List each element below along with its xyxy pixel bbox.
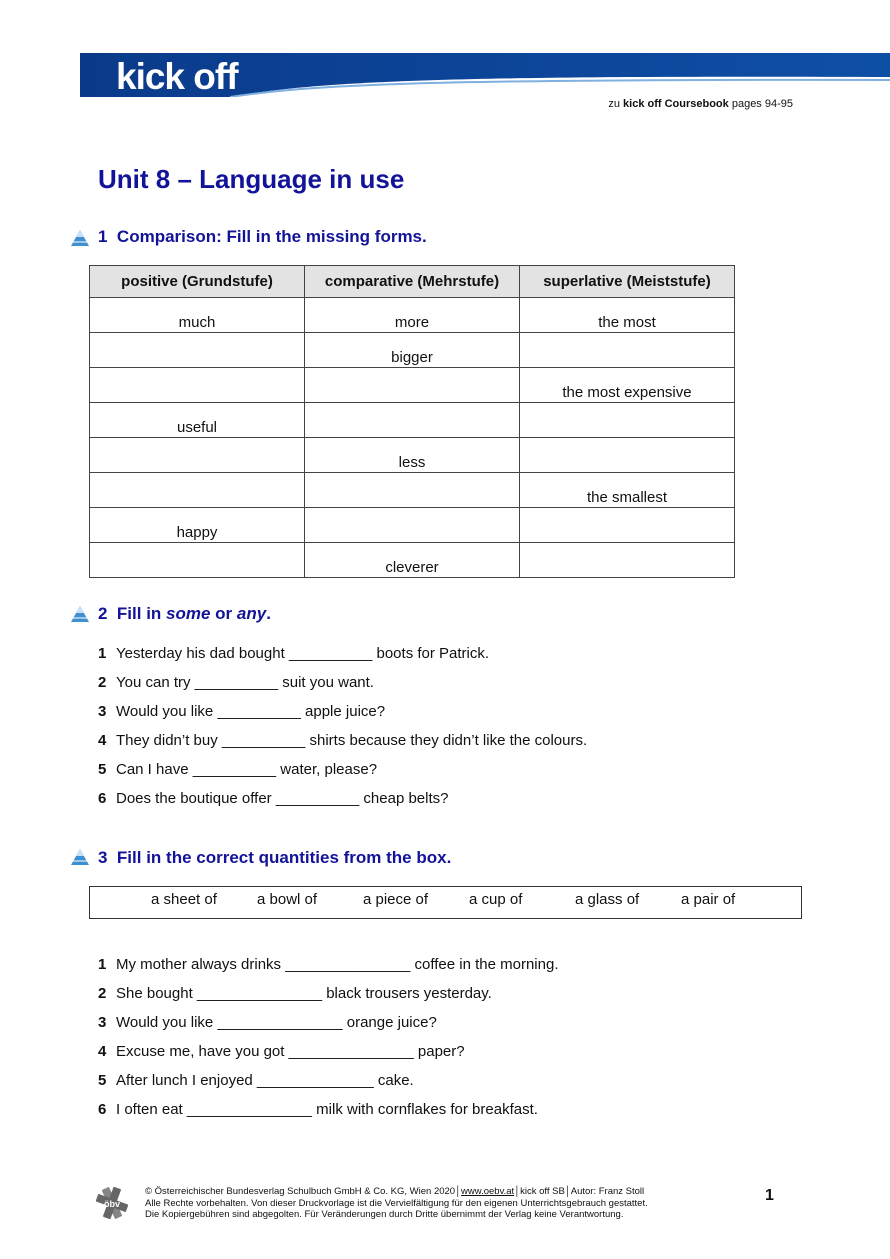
table-row [90,333,735,368]
table-cell[interactable] [90,543,305,578]
table-cell[interactable]: the most expensive [520,368,735,403]
table-cell[interactable] [305,368,520,403]
table-cell[interactable]: less [305,438,520,473]
difficulty-icon [70,605,90,623]
difficulty-icon [70,229,90,247]
table-row [90,543,735,578]
table-cell[interactable]: more [305,298,520,333]
table-cell[interactable] [90,333,305,368]
task2-heading: 2 Fill in some or any. [98,604,271,623]
list-item: 5 Can I have __________ water, please? [98,761,378,778]
comparison-table [89,265,735,578]
task3-heading: 3 Fill in the correct quantities from the box. [98,848,452,867]
table-cell[interactable] [305,508,520,543]
box-word: a cup of [469,891,523,908]
table-cell[interactable] [520,508,735,543]
table-cell[interactable]: happy [90,508,305,543]
publisher-link[interactable]: www.oebv.at [461,1186,515,1197]
list-item: 4 Excuse me, have you got _______________ paper? [98,1043,465,1060]
publisher-logo-icon [95,1186,129,1220]
list-item: 5 After lunch I enjoyed ______________ cake. [98,1072,414,1089]
list-item: 2 She bought _______________ black trousers yesterday. [98,985,492,1002]
column-header: superlative (Meiststufe) [520,266,735,298]
page-title: Unit 8 – Language in use [98,164,405,194]
table-cell[interactable] [520,403,735,438]
table-cell[interactable]: bigger [305,333,520,368]
box-word: a bowl of [257,891,318,908]
list-item: 3 Would you like _______________ orange juice? [98,1014,437,1031]
list-item: 6 I often eat _______________ milk with cornflakes for breakfast. [98,1101,538,1118]
box-word: a sheet of [151,891,217,908]
table-row [90,298,735,333]
table-cell[interactable]: useful [90,403,305,438]
column-header: positive (Grundstufe) [90,266,305,298]
table-cell[interactable]: the most [520,298,735,333]
column-header: comparative (Mehrstufe) [305,266,520,298]
table-row [90,438,735,473]
page-number: 1 [765,1187,774,1204]
box-word: a glass of [575,891,640,908]
table-cell[interactable] [305,473,520,508]
list-item: 6 Does the boutique offer __________ cheap belts? [98,790,449,807]
brand-logo: kick off [116,56,238,97]
difficulty-icon [70,848,90,866]
box-word: a piece of [363,891,429,908]
table-row [90,368,735,403]
footer-copyright: © Österreichischer Bundesverlag Schulbuch GmbH & Co. KG, Wien 2020│www.oebv.at│kick off SB│Autor: Franz Stoll Alle Rechte vorbehalten. Von dieser Druckvorlage ist die Vervielfältigung für den eigenen Unterrichtsgebrauch gestattet. Die Kopiergebühren sind abgegolten. Für Veränderungen durch Dritte übernimmt der Verlag keine Verantwortung. [145,1186,648,1220]
list-item: 1 My mother always drinks _______________ coffee in the morning. [98,956,559,973]
word-box [89,886,802,919]
coursebook-reference: zu kick off Coursebook pages 94-95 [608,98,793,110]
box-word: a pair of [681,891,736,908]
list-item: 3 Would you like __________ apple juice? [98,703,386,720]
list-item: 4 They didn’t buy __________ shirts because they didn’t like the colours. [98,732,588,749]
table-cell[interactable] [520,333,735,368]
table-cell[interactable]: cleverer [305,543,520,578]
table-cell[interactable] [90,438,305,473]
table-row [90,403,735,438]
table-cell[interactable] [520,438,735,473]
table-cell[interactable]: much [90,298,305,333]
table-row [90,473,735,508]
table-cell[interactable] [305,403,520,438]
svg-text:öbv: öbv [103,1199,121,1209]
list-item: 2 You can try __________ suit you want. [98,674,374,691]
table-cell[interactable] [520,543,735,578]
task1-heading: 1 Comparison: Fill in the missing forms. [98,227,427,246]
list-item: 1 Yesterday his dad bought __________ boots for Patrick. [98,645,490,662]
table-row [90,508,735,543]
table-cell[interactable]: the smallest [520,473,735,508]
table-header-row [90,266,735,298]
table-cell[interactable] [90,473,305,508]
table-cell[interactable] [90,368,305,403]
